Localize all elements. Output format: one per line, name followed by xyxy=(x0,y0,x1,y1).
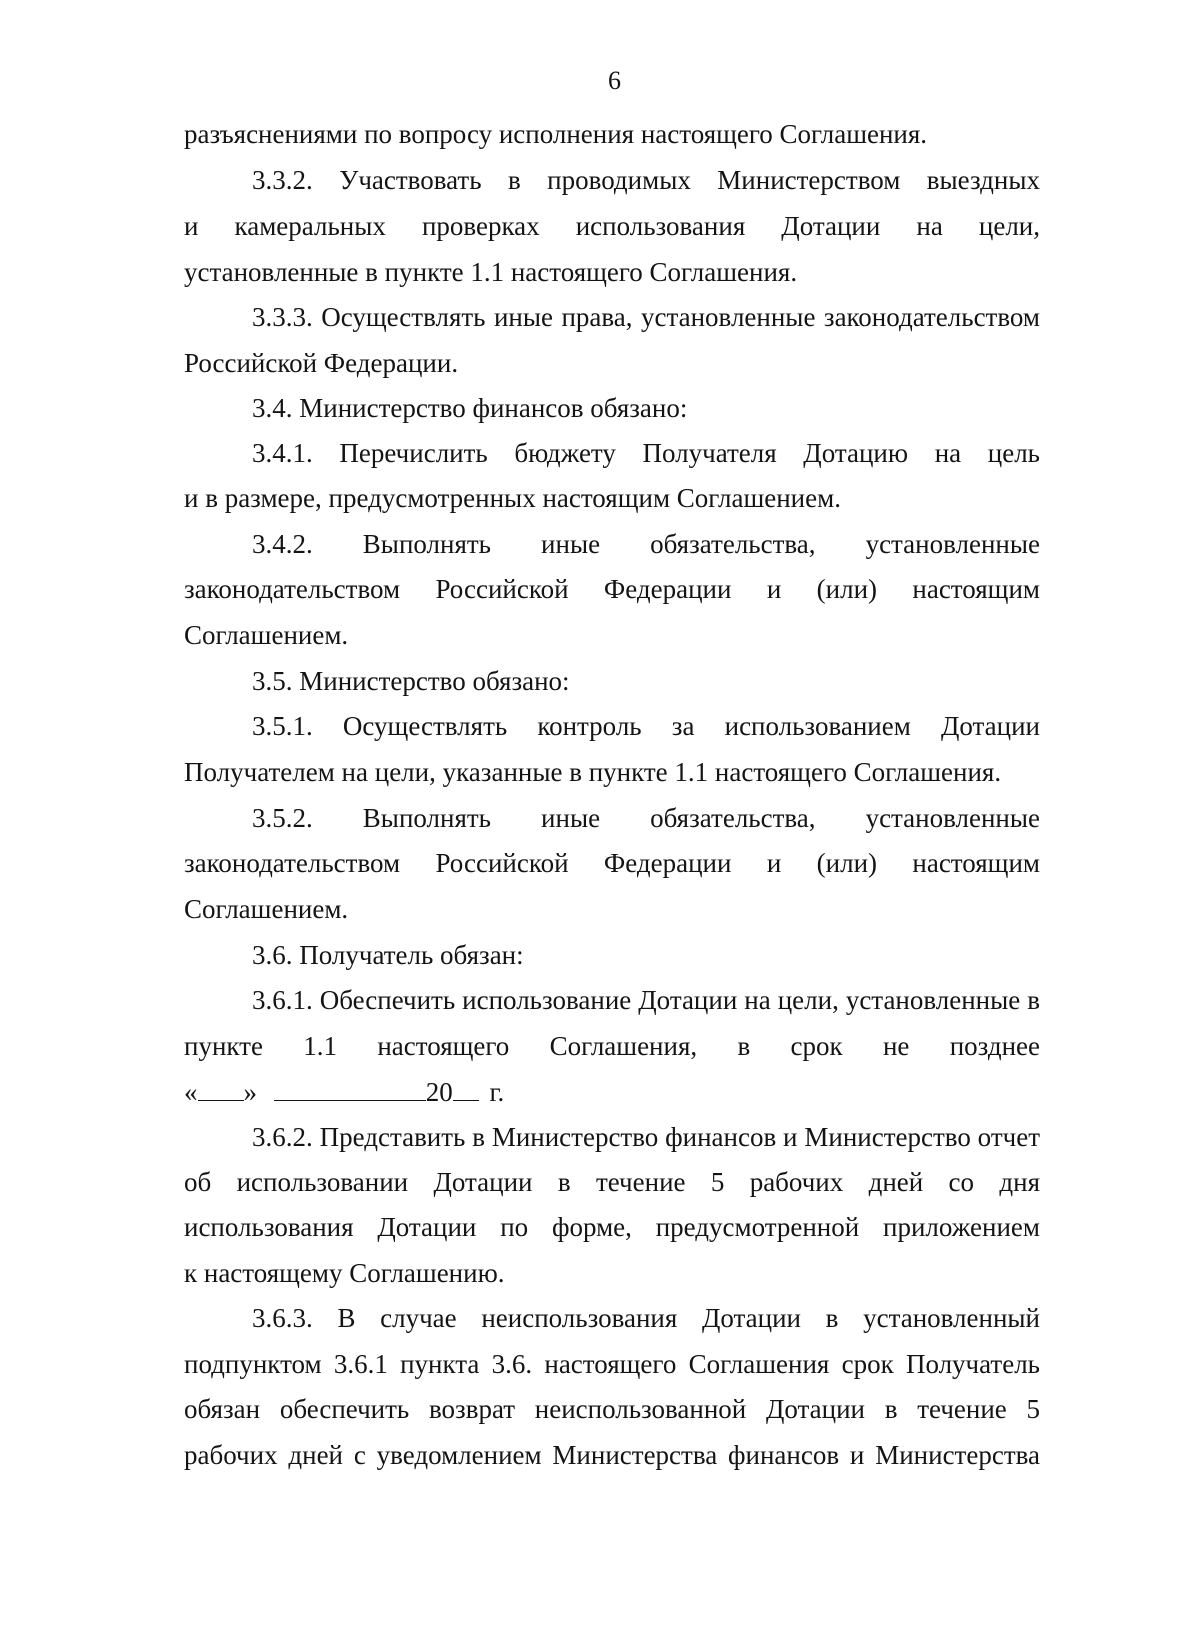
text-line: 3.4.1. Перечислить бюджету Получателя Дотацию на цель xyxy=(252,438,1040,468)
date-close-quote: » xyxy=(243,1077,257,1107)
text-line: 3.5. Министерство обязано: xyxy=(252,666,570,696)
text-line: 3.6.3. В случае неиспользования Дотации в установленный xyxy=(252,1303,1040,1333)
text-line: 3.3.2. Участвовать в проводимых Министерством выездных xyxy=(252,165,1040,195)
year-prefix: 20 xyxy=(425,1077,453,1107)
text-line: Российской Федерации. xyxy=(184,348,459,378)
text-line: законодательством Российской Федерации и (или) настоящим xyxy=(184,848,1040,878)
text-line: пункте 1.1 настоящего Соглашения, в срок не позднее xyxy=(184,1031,1040,1061)
text-line: 3.4.2. Выполнять иные обязательства, установленные xyxy=(252,529,1040,559)
page-number: 6 xyxy=(608,66,621,95)
text-line: 3.5.1. Осуществлять контроль за использованием Дотации xyxy=(252,711,1040,741)
text-line: использования Дотации по форме, предусмотренной приложением xyxy=(184,1212,1040,1242)
text-line: к настоящему Соглашению. xyxy=(184,1258,505,1288)
text-line: 3.4. Министерство финансов обязано: xyxy=(252,393,688,423)
text-line: 3.3.3. Осуществлять иные права, установленные законодательством xyxy=(252,302,1040,332)
text-line: подпунктом 3.6.1 пункта 3.6. настоящего Соглашения срок Получатель xyxy=(184,1349,1040,1379)
text-line: Получателем на цели, указанные в пункте 1.1 настоящего Соглашения. xyxy=(184,757,1002,787)
year-blank xyxy=(453,1076,479,1101)
date-line xyxy=(184,1076,1040,1108)
text-line: 3.6. Получатель обязан: xyxy=(252,940,524,970)
date-open-quote: « xyxy=(184,1077,198,1107)
text-line: 3.6.1. Обеспечить использование Дотации на цели, установленные в xyxy=(252,985,1040,1015)
text-line: 3.6.2. Представить в Министерство финансов и Министерство отчет xyxy=(252,1122,1040,1152)
text-line: обязан обеспечить возврат неиспользованной Дотации в течение 5 xyxy=(184,1394,1040,1424)
text-line: Соглашением. xyxy=(184,620,349,650)
text-line: установленные в пункте 1.1 настоящего Соглашения. xyxy=(184,257,798,287)
text-line: законодательством Российской Федерации и (или) настоящим xyxy=(184,574,1040,604)
text-line: об использовании Дотации в течение 5 рабочих дней со дня xyxy=(184,1167,1040,1197)
text-line: и камеральных проверках использования Дотации на цели, xyxy=(184,211,1040,241)
text-line: и в размере, предусмотренных настоящим Соглашением. xyxy=(184,483,841,513)
day-blank xyxy=(198,1076,244,1101)
text-line: разъяснениями по вопросу исполнения настоящего Соглашения. xyxy=(184,119,928,149)
text-line: Соглашением. xyxy=(184,894,349,924)
text-line: 3.5.2. Выполнять иные обязательства, установленные xyxy=(252,803,1040,833)
month-blank xyxy=(274,1076,426,1101)
year-suffix: г. xyxy=(489,1077,505,1107)
text-line: рабочих дней с уведомлением Министерства финансов и Министерства xyxy=(184,1440,1040,1470)
